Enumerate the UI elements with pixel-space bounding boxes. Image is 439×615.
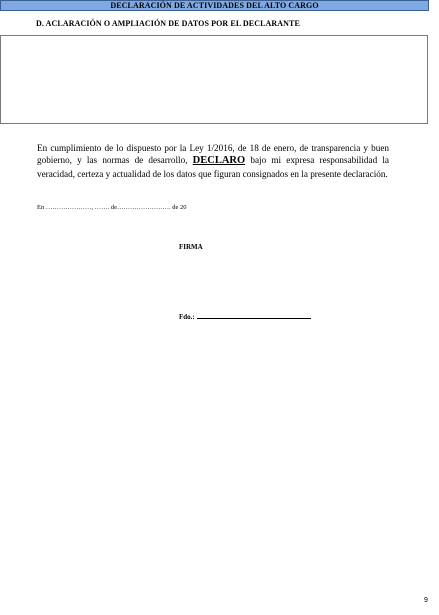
place-date-line[interactable]: En …………………, ……. de……………………. de 20: [37, 204, 187, 211]
clarification-text-box[interactable]: [0, 35, 428, 124]
form-header-title: DECLARACIÓN DE ACTIVIDADES DEL ALTO CARGO: [0, 0, 429, 11]
signed-by-line[interactable]: [197, 312, 311, 319]
signed-by-field[interactable]: [179, 312, 311, 321]
declaro-keyword: DECLARO: [192, 155, 246, 167]
declaration-text-start: En cumplimiento de lo dispuesto por la Ley 1/2016, de 18 de enero, de transparencia y buen gobierno, y las normas de desarrollo,: [37, 143, 389, 166]
declaration-paragraph: [37, 142, 389, 180]
signature-label: FIRMA: [179, 243, 203, 251]
section-title: D. ACLARACIÓN O AMPLIACIÓN DE DATOS POR EL DECLARANTE: [36, 19, 300, 28]
page-number: 9: [424, 597, 428, 604]
declaration-text-end: bajo mi expresa responsabilidad la veracidad, certeza y actualidad de los datos que figuran consignados en la presente declaración.: [37, 155, 389, 179]
signed-by-label: Fdo.:: [179, 313, 197, 321]
